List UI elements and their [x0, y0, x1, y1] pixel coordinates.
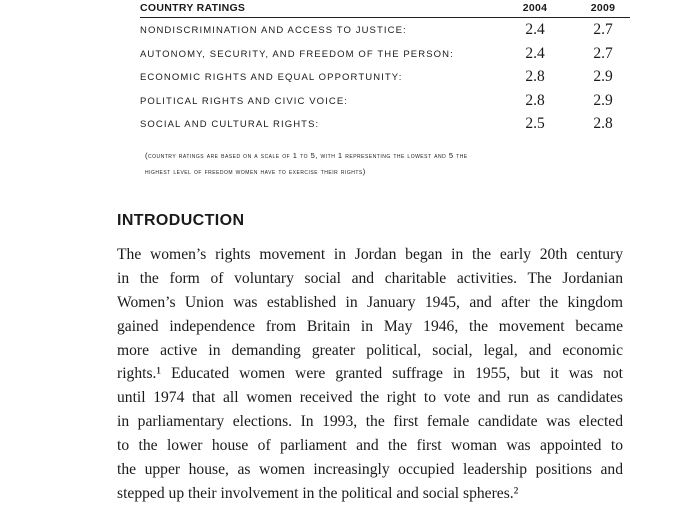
rating-row-political [140, 89, 630, 113]
paragraph-line: in the form of voluntary social and charitable activities. The Jordanian [117, 269, 623, 287]
rating-row-social-cultural [140, 112, 630, 136]
rating-value-2009: 2.8 [593, 115, 613, 132]
introduction-paragraph [117, 243, 623, 506]
ratings-header-year-2009: 2009 [590, 2, 616, 14]
rating-row-nondiscrimination [140, 18, 630, 42]
ratings-scale-note [145, 148, 625, 180]
rating-label: AUTONOMY, SECURITY, AND FREEDOM OF THE PERSON: [140, 48, 454, 60]
ratings-scale-note-line-1: (country ratings are based on a scale of 1 to 5, with 1 representing the lowest and 5 the [145, 151, 468, 160]
ratings-header-row [140, 0, 630, 18]
paragraph-line: The women’s rights movement in Jordan began in the early 20th century [117, 246, 623, 263]
paragraph-line: in parliamentary elections. In 1993, the first female candidate was elected [117, 413, 623, 431]
ratings-header-title: COUNTRY RATINGS [140, 2, 246, 14]
ratings-header-year-2004: 2004 [522, 2, 548, 14]
rating-label: SOCIAL AND CULTURAL RIGHTS: [140, 119, 320, 130]
rating-label: ECONOMIC RIGHTS AND EQUAL OPPORTUNITY: [140, 72, 403, 83]
rating-value-2004: 2.4 [525, 21, 545, 38]
paragraph-line: until 1974 that all women received the right to vote and run as candidates [117, 389, 623, 407]
ratings-scale-note-line-2: highest level of freedom women have to exercise their rights) [145, 167, 366, 176]
rating-value-2004: 2.8 [525, 68, 545, 85]
rating-label: NONDISCRIMINATION AND ACCESS TO JUSTICE: [140, 25, 407, 36]
paragraph-line: more active in demanding greater political, social, legal, and economic [117, 341, 623, 359]
rating-label: POLITICAL RIGHTS AND CIVIC VOICE: [140, 95, 349, 107]
paragraph-line: stepped up their involvement in the political and social spheres.² [117, 484, 519, 502]
rating-row-autonomy [140, 42, 630, 66]
paragraph-line: gained independence from Britain in May 1946, the movement became [117, 317, 623, 335]
country-ratings-table [140, 0, 630, 136]
paragraph-line: to the lower house of parliament and the first woman was appointed to [117, 437, 623, 455]
paragraph-line: Women’s Union was established in January 1945, and after the kingdom [117, 293, 623, 311]
rating-row-economic [140, 65, 630, 89]
paragraph-line: the upper house, as women increasingly occupied leadership positions and [117, 461, 623, 479]
rating-value-2004: 2.5 [525, 115, 545, 132]
rating-value-2009: 2.9 [593, 91, 613, 109]
rating-value-2009: 2.7 [593, 21, 613, 38]
section-title-introduction: INTRODUCTION [117, 212, 245, 229]
rating-value-2009: 2.7 [593, 44, 613, 62]
paragraph-line: rights.¹ Educated women were granted suffrage in 1955, but it was not [117, 365, 623, 383]
rating-value-2009: 2.9 [593, 68, 613, 85]
rating-value-2004: 2.8 [525, 91, 545, 109]
rating-value-2004: 2.4 [525, 44, 545, 62]
